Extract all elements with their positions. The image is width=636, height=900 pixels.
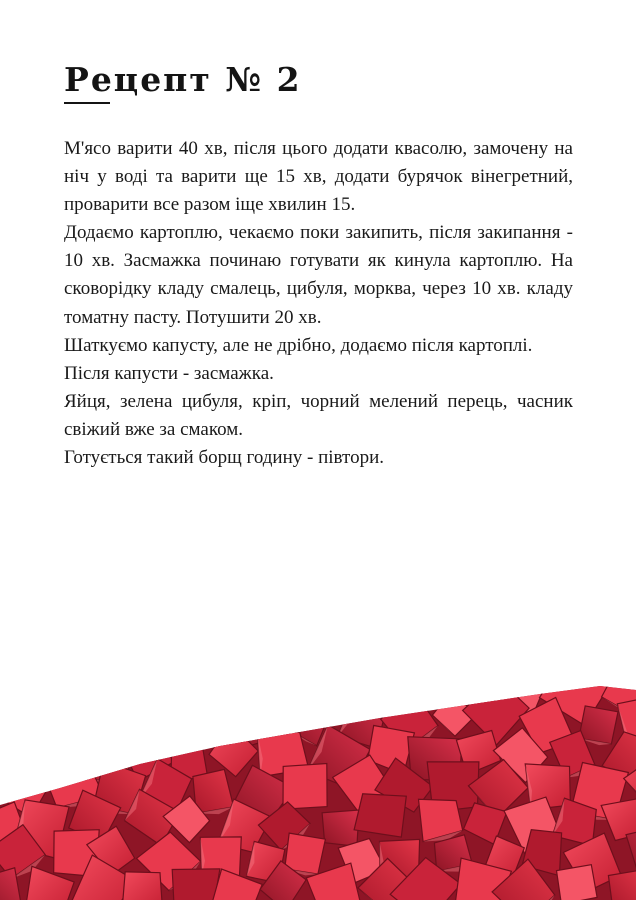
recipe-paragraph-4: Після капусти - засмажка.	[64, 362, 274, 384]
beet-cube-highlight	[11, 729, 53, 742]
beet-cube	[322, 810, 359, 846]
beet-cube	[41, 698, 91, 750]
beet-cube	[0, 680, 18, 708]
recipe-title: Рецепт № 2	[64, 60, 302, 99]
beet-cube	[608, 870, 636, 900]
recipe-paragraph-2: Додаємо картоплю, чекаємо поки закипить, після закипання - 10 хв. Засмажка починаю готувати як кинула картоплю. На сковорідку кладу смалець, цибуля, морква, через 10 хв. кладу томатну пасту. Потушити 20 хв.	[64, 222, 573, 328]
beet-cube	[14, 729, 68, 778]
beet-cube	[357, 680, 405, 703]
beet-cube	[21, 680, 75, 710]
beet-cube	[72, 680, 119, 710]
beet-cube	[115, 680, 164, 713]
beet-cube-highlight	[147, 699, 151, 730]
beet-cube	[400, 680, 457, 711]
diced-beets-image	[0, 680, 636, 900]
beet-cube	[283, 764, 327, 810]
beet-cube	[122, 872, 162, 900]
recipe-paragraph-1: М'ясо варити 40 хв, після цього додати квасолю, замочену на ніч у воді та варити ще 15 хв, додати бурячок вінегретний, проварити все разом іще хвилин 15.	[64, 138, 573, 216]
title-underline	[64, 102, 110, 104]
recipe-paragraph-5: Яйця, зелена цибуля, кріп, чорний мелений перець, часник свіжий вже за смаком.	[64, 390, 573, 440]
beet-cube	[172, 869, 220, 900]
beet-cube	[258, 680, 312, 712]
recipe-paragraph-6: Готується такий борщ годину - півтори.	[64, 447, 385, 469]
beet-cube	[0, 736, 15, 779]
beet-cube	[89, 689, 144, 743]
recipe-paragraph-3: Шаткуємо капусту, але не дрібно, додаємо після картоплі.	[64, 334, 533, 356]
beet-cube-highlight	[258, 680, 264, 712]
beet-cube	[147, 696, 182, 732]
beet-cube-highlight	[317, 680, 323, 697]
recipe-instructions	[64, 135, 573, 472]
beet-cube	[317, 680, 359, 707]
beet-cube	[220, 680, 265, 700]
beet-cube	[157, 680, 214, 710]
beet-cube	[354, 794, 406, 837]
beet-cube	[579, 706, 618, 744]
beet-cube	[557, 865, 598, 900]
beet-cube	[0, 687, 53, 742]
